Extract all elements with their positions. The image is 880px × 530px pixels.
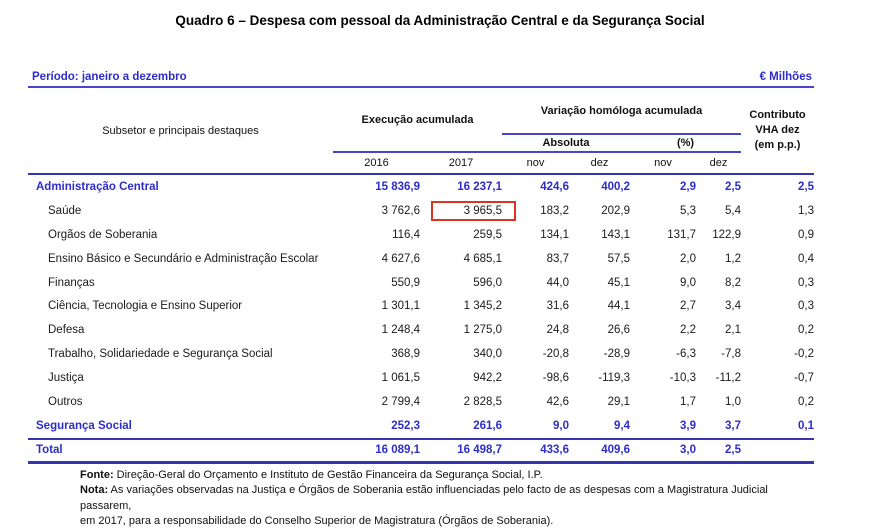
footer-notes [80, 468, 814, 530]
row-value: -10,3 [669, 372, 696, 385]
row-value: -7,8 [721, 348, 741, 361]
table-row [28, 294, 814, 318]
row-value: 8,2 [725, 276, 741, 289]
row-value: 45,1 [607, 276, 630, 289]
row-value: 1,7 [680, 395, 696, 408]
row-value: 0,3 [798, 300, 814, 313]
fonte-label: Fonte: [80, 468, 114, 481]
row-value: 4 627,6 [381, 252, 420, 265]
table-body [28, 175, 814, 464]
row-label: Segurança Social [36, 419, 132, 432]
fonte-line [80, 468, 814, 484]
column-header-dez-pct: dez [709, 157, 728, 169]
row-value: 3,0 [680, 444, 696, 457]
row-value: 942,2 [473, 372, 502, 385]
row-label: Ensino Básico e Secundário e Administração Escolar [48, 252, 319, 265]
row-value: 1 345,2 [463, 300, 502, 313]
column-header-contributo [741, 88, 814, 173]
table-row [28, 366, 814, 390]
table-title: Quadro 6 – Despesa com pessoal da Administração Central e da Segurança Social [175, 13, 705, 28]
row-value: 2,5 [725, 180, 741, 193]
table-sheet [28, 66, 814, 530]
row-value: 0,1 [798, 419, 814, 432]
row-value: 2,7 [680, 300, 696, 313]
column-header-2017: 2017 [448, 157, 474, 169]
table-row [28, 271, 814, 295]
row-value: 1 275,0 [463, 324, 502, 337]
table-row [28, 223, 814, 247]
row-value: 57,5 [607, 252, 630, 265]
column-header-execucao: Execução acumulada [333, 88, 502, 153]
row-value: 368,9 [391, 348, 420, 361]
row-label: Total [36, 444, 63, 457]
row-value: 261,6 [473, 419, 502, 432]
row-value: 2 799,4 [381, 395, 420, 408]
column-header-nov-pct: nov [654, 157, 672, 169]
contributo-line2: VHA dez [755, 124, 800, 136]
row-value: 5,4 [725, 204, 741, 217]
table-row [28, 175, 814, 199]
table-header [28, 88, 814, 175]
period-strip [28, 66, 814, 88]
nota-text: As variações observadas na Justiça e Órgãos de Soberania estão influenciadas pelo facto de as despesas com a Magistratura Judicial passarem, [80, 484, 768, 512]
row-value: 9,0 [680, 276, 696, 289]
row-value: 0,2 [798, 324, 814, 337]
row-value: 2,5 [725, 444, 741, 457]
row-value: -6,3 [676, 348, 696, 361]
row-label: Defesa [48, 324, 85, 337]
row-value: -119,3 [598, 372, 630, 385]
row-value: 29,1 [607, 395, 630, 408]
row-value: 252,3 [391, 419, 420, 432]
nota-line [80, 483, 814, 514]
row-value: 2,5 [798, 180, 814, 193]
row-value: 2,1 [725, 324, 741, 337]
row-value: -0,2 [794, 348, 814, 361]
row-value: 400,2 [601, 180, 630, 193]
row-value: -11,2 [715, 372, 741, 385]
row-value: 24,8 [546, 324, 569, 337]
row-value: 2,9 [680, 180, 696, 193]
nota-line-2: em 2017, para a responsabilidade do Conselho Superior de Magistratura (Órgãos de Soberania). [80, 515, 554, 528]
row-value: 3 762,6 [381, 204, 420, 217]
row-value: 1 301,1 [381, 300, 420, 313]
column-header-nov-abs: nov [526, 157, 545, 169]
fonte-text: Direção-Geral do Orçamento e Instituto de Gestão Financeira da Segurança Social, I.P. [113, 468, 543, 481]
row-value: 3,7 [725, 419, 741, 432]
row-label: Outros [48, 395, 83, 408]
row-value: 42,6 [546, 395, 569, 408]
row-value: -20,8 [542, 348, 569, 361]
row-value: 1,3 [798, 204, 814, 217]
column-header-2016: 2016 [364, 157, 389, 169]
row-value: 9,4 [614, 419, 630, 432]
row-value: 44,1 [607, 300, 630, 313]
table-row [28, 414, 814, 438]
contributo-line3: (em p.p.) [754, 139, 801, 151]
column-header-subsetor: Subsetor e principais destaques [102, 124, 259, 137]
row-value: 31,6 [546, 300, 569, 313]
row-value: 0,9 [798, 228, 814, 241]
row-label: Trabalho, Solidariedade e Segurança Social [48, 348, 273, 361]
row-value: 0,2 [798, 395, 814, 408]
highlighted-value: 3 965,5 [420, 205, 502, 217]
row-value: 596,0 [473, 276, 502, 289]
column-header-absoluta: Absoluta [502, 135, 630, 153]
table-row [28, 318, 814, 342]
row-value: 4 685,1 [463, 252, 502, 265]
row-value: 2,0 [680, 252, 696, 265]
period-label: Período: janeiro a dezembro [32, 71, 187, 83]
row-value: 0,4 [798, 252, 814, 265]
row-value: 2 828,5 [463, 395, 502, 408]
column-header-dez-abs: dez [590, 157, 609, 169]
row-value: 83,7 [546, 252, 569, 265]
row-value: 44,0 [546, 276, 569, 289]
table-row [28, 390, 814, 414]
row-value: 409,6 [601, 444, 630, 457]
row-label: Administração Central [36, 180, 159, 193]
column-header-percent: (%) [630, 135, 741, 153]
row-value: 131,7 [667, 228, 696, 241]
row-value: 143,1 [601, 228, 630, 241]
nota-label: Nota: [80, 484, 109, 497]
row-value: 134,1 [540, 228, 569, 241]
row-value: 16 089,1 [375, 444, 420, 457]
row-value: 259,5 [473, 228, 502, 241]
row-value: 0,3 [798, 276, 814, 289]
row-label: Saúde [48, 204, 82, 217]
row-value: -98,6 [542, 372, 569, 385]
row-value: 5,3 [680, 204, 696, 217]
row-value: 183,2 [540, 204, 569, 217]
row-value: 424,6 [540, 180, 569, 193]
row-label: Justiça [48, 372, 84, 385]
row-value: 122,9 [712, 228, 741, 241]
row-value: 433,6 [540, 444, 569, 457]
row-value: 116,4 [392, 228, 420, 241]
row-label: Ciência, Tecnologia e Ensino Superior [48, 300, 243, 313]
table-row [28, 342, 814, 366]
row-value: -0,7 [794, 372, 814, 385]
contributo-line1: Contributo [749, 109, 806, 121]
table-row [28, 438, 814, 464]
row-label: Finanças [48, 276, 95, 289]
row-value: 26,6 [607, 324, 630, 337]
column-header-variacao: Variação homóloga acumulada [502, 88, 741, 135]
row-value: 340,0 [473, 348, 502, 361]
row-label: Órgãos de Soberania [48, 228, 158, 241]
row-value: 2,2 [680, 324, 696, 337]
row-value: 3,9 [680, 419, 696, 432]
row-value: 202,9 [601, 204, 630, 217]
row-value: -28,9 [603, 348, 630, 361]
row-value: 9,0 [553, 419, 569, 432]
row-value: 550,9 [391, 276, 420, 289]
row-value: 1 061,5 [381, 372, 420, 385]
row-value: 16 498,7 [457, 444, 502, 457]
row-value: 3,4 [725, 300, 741, 313]
currency-unit-label: € Milhões [759, 71, 812, 83]
row-value: 16 237,1 [457, 180, 502, 193]
row-value: 1,2 [725, 252, 741, 265]
row-value: 1,0 [725, 395, 741, 408]
row-value: 1 248,4 [381, 324, 420, 337]
table-row [28, 247, 814, 271]
row-value: 15 836,9 [375, 180, 420, 193]
table-row [28, 199, 814, 223]
